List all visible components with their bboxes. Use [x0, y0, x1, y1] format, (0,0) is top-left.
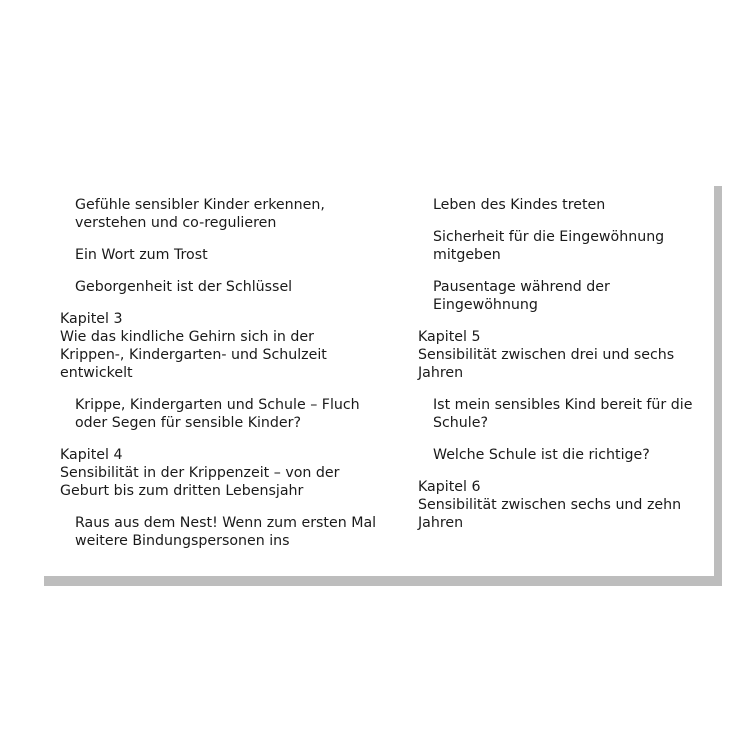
chapter-heading — [418, 328, 710, 382]
toc-entry: Sicherheit für die Eingewöhnung mitgeben — [433, 229, 665, 263]
toc-entry: Welche Schule ist die richtige? — [433, 447, 650, 463]
toc-entry: Krippe, Kindergarten und Schule – Fluch oder Segen für sensible Kinder? — [75, 397, 360, 431]
toc-entry: Ist mein sensibles Kind bereit für die Schule? — [433, 397, 693, 431]
toc-entry: Raus aus dem Nest! Wenn zum ersten Mal weitere Bindungspersonen ins — [75, 515, 377, 549]
chapter-number: Kapitel 6 — [418, 479, 481, 495]
toc-entry: Geborgenheit ist der Schlüssel — [75, 279, 293, 295]
toc-page — [40, 180, 714, 576]
chapter-title: Wie das kindliche Gehirn sich in der Krippen-, Kindergarten- und Schulzeit entwickelt — [60, 329, 327, 381]
chapter-title: Sensibilität zwischen sechs und zehn Jahren — [418, 497, 682, 531]
chapter-title: Sensibilität zwischen drei und sechs Jahren — [418, 347, 675, 381]
chapter-heading — [60, 310, 380, 382]
toc-right-column — [418, 196, 710, 546]
chapter-number: Kapitel 3 — [60, 311, 123, 327]
toc-entry: Pausentage während der Eingewöhnung — [433, 279, 610, 313]
toc-left-column — [60, 196, 380, 564]
toc-entry: Ein Wort zum Trost — [75, 247, 208, 263]
chapter-number: Kapitel 4 — [60, 447, 123, 463]
chapter-heading — [418, 478, 710, 532]
chapter-number: Kapitel 5 — [418, 329, 481, 345]
chapter-title: Sensibilität in der Krippenzeit – von der Geburt bis zum dritten Lebensjahr — [60, 465, 340, 499]
chapter-heading — [60, 446, 380, 500]
toc-entry: Gefühle sensibler Kinder erkennen, verstehen und co-regulieren — [75, 197, 325, 231]
toc-entry: Leben des Kindes treten — [433, 197, 606, 213]
